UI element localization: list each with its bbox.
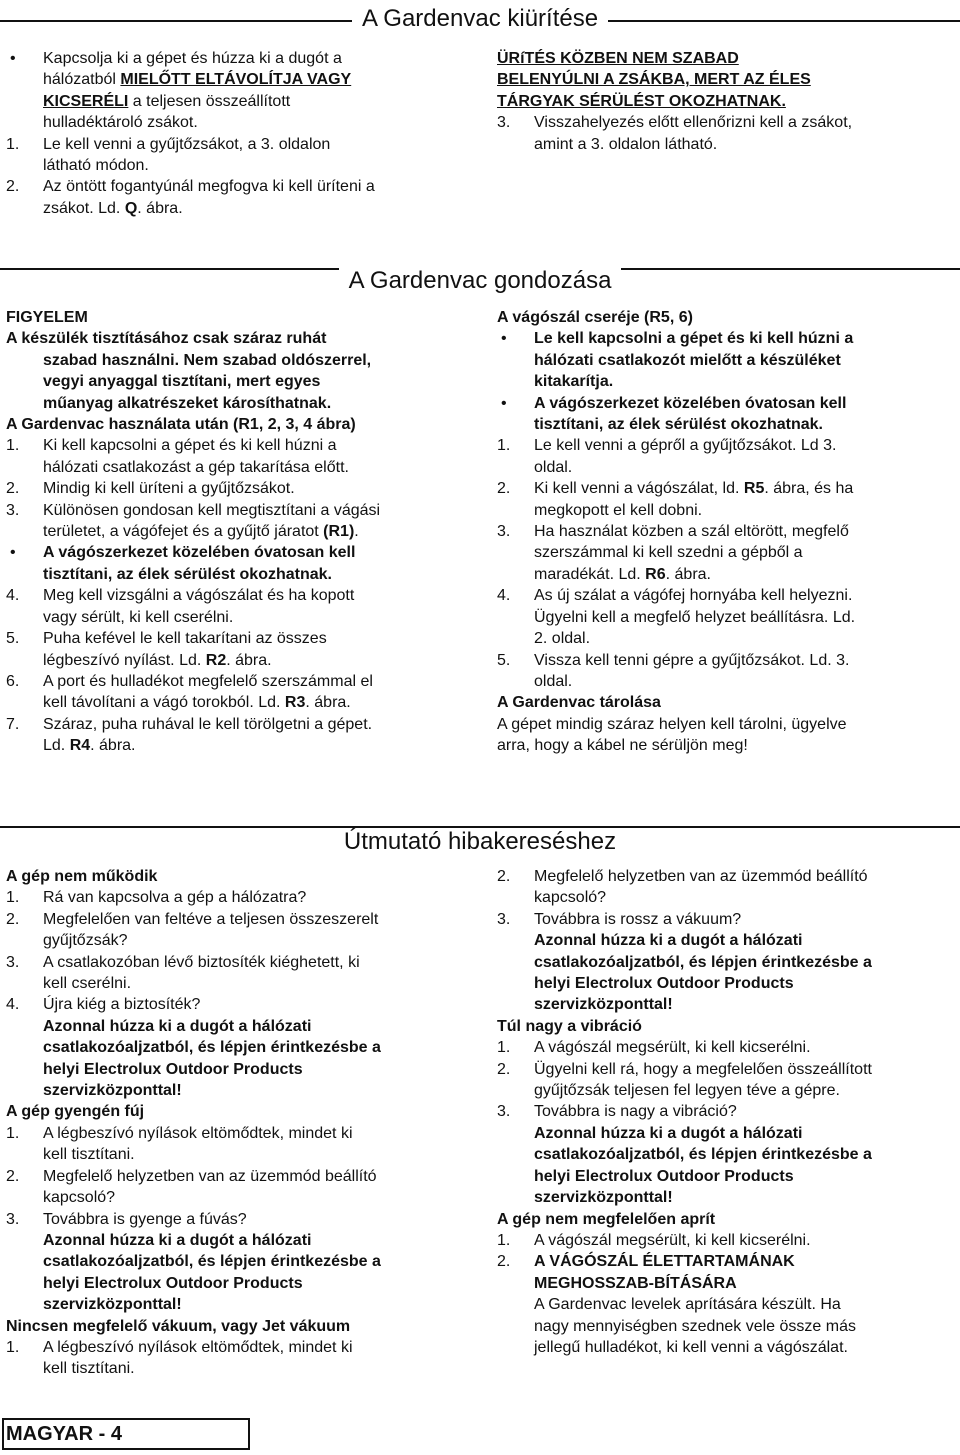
- text-line: [534, 328, 957, 349]
- list-item: [497, 112, 957, 155]
- text-run: Az öntött fogantyúnál megfogva ki kell üríteni a: [43, 178, 375, 196]
- text-run: szabad használni. Nem szabad oldószerrel,: [43, 351, 372, 369]
- list-item: [6, 478, 476, 499]
- list-item: [497, 1059, 957, 1102]
- text-run: szervizközponttal!: [534, 996, 673, 1014]
- list-item: [497, 866, 957, 909]
- list-number: 2.: [6, 1167, 20, 1185]
- text-run: szervizközponttal!: [43, 1296, 182, 1314]
- text-run: kell tisztítani.: [43, 1146, 135, 1164]
- text-line: [43, 155, 446, 176]
- text-run: A légbeszívó nyílások eltömődtek, mindet ki: [43, 1124, 353, 1142]
- text-line: [534, 1273, 957, 1294]
- bullet-marker: •: [10, 544, 16, 562]
- list-item: [497, 1251, 957, 1358]
- text-line: [43, 198, 446, 219]
- text-run: kell távolítani a vágó torokból. Ld.: [43, 694, 285, 712]
- text-run: arra, hogy a kábel ne sérüljön meg!: [497, 737, 748, 755]
- bullet-marker: •: [10, 50, 16, 67]
- list-item: [6, 909, 476, 952]
- subheading: Túl nagy a vibráció: [497, 1017, 642, 1035]
- text-line: [534, 1337, 957, 1358]
- text-run: . ábra, és ha: [764, 480, 854, 498]
- list-number: 2.: [497, 480, 511, 498]
- text-line: [43, 134, 446, 155]
- subheading: A Gardenvac használata után (R1, 2, 3, 4 ábra): [6, 416, 356, 434]
- text-run: vegyi anyaggal tisztítani, mert egyes: [43, 373, 321, 391]
- text-line: [534, 478, 957, 499]
- list-number: 1.: [6, 1338, 20, 1356]
- text-run: gyűjtőzsák teljesen fel legyen téve a gépre.: [534, 1082, 840, 1100]
- text-line: [43, 952, 476, 973]
- text-line: [43, 91, 446, 112]
- text-line: [43, 628, 476, 649]
- text-run: A vágószál megsérült, ki kell kicserélni.: [534, 1039, 811, 1057]
- text-run: R2: [205, 651, 227, 669]
- list-number: 4.: [6, 587, 20, 605]
- text-line: [43, 176, 446, 197]
- list-item: [6, 435, 476, 478]
- text-line: [43, 1230, 476, 1251]
- text-line: [43, 521, 476, 542]
- text-line: [534, 671, 957, 692]
- text-run: . ábra.: [90, 737, 136, 755]
- text-run: jellegű hulladékot, ki kell venni a vágószálat.: [534, 1338, 848, 1356]
- text-run: csatlakozóaljzatból, és lépjen érintkezésbe a: [43, 1253, 381, 1271]
- list-item: [6, 1166, 476, 1209]
- text-run: R3: [284, 694, 306, 712]
- text-line: [43, 393, 476, 414]
- text-run: Továbbra is gyenge a fúvás?: [43, 1210, 247, 1228]
- list-item: [497, 585, 957, 649]
- text-run: A Gardenvac levelek aprítására készült. Ha: [534, 1296, 841, 1314]
- text-run: As új szálat a vágófej hornyába kell helyezni.: [534, 587, 853, 605]
- list-item: [6, 48, 446, 134]
- text-line: [43, 435, 476, 456]
- list-item: [6, 887, 476, 908]
- list-item: [497, 1230, 957, 1251]
- text-run: nagy mennyiségben szednek vele össze más: [534, 1317, 856, 1335]
- text-run: megkopott el kell dobni.: [534, 501, 703, 519]
- text-run: Kapcsolja ki a gépet és húzza ki a dugót a: [43, 50, 342, 67]
- text-run: A vágószerkezet közelében óvatosan kell: [43, 544, 356, 562]
- text-line: [534, 650, 957, 671]
- bullet-marker: •: [501, 330, 507, 348]
- text-run: oldal.: [534, 458, 573, 476]
- text-run: . ábra.: [305, 694, 351, 712]
- text-run: Azonnal húzza ki a dugót a hálózati: [43, 1231, 312, 1249]
- list-item: [6, 542, 476, 585]
- list-number: 3.: [6, 501, 20, 519]
- text-line: [534, 607, 957, 628]
- left-column: [6, 48, 446, 219]
- text-line: [43, 478, 476, 499]
- text-run: Rá van kapcsolva a gép a hálózatra?: [43, 889, 307, 907]
- text-line: [497, 714, 957, 735]
- text-line: [43, 650, 476, 671]
- list-item: [6, 350, 476, 414]
- left-column: [6, 866, 476, 1380]
- text-line: [534, 414, 957, 435]
- text-line: [534, 628, 957, 649]
- list-item: [6, 714, 476, 757]
- text-run: Visszahelyezés előtt ellenőrizni kell a zsákot,: [534, 114, 853, 132]
- text-line: [534, 585, 957, 606]
- text-line: [43, 1187, 476, 1208]
- text-run: Ld.: [43, 737, 70, 755]
- text-run: területet, a vágófejet és a gyűjtő járatot: [43, 523, 324, 541]
- text-run: A csatlakozóban lévő biztosíték kiéghetett, ki: [43, 953, 360, 971]
- text-run: kell cserélni.: [43, 975, 132, 993]
- text-run: 2. oldal.: [534, 630, 591, 648]
- text-run: Azonnal húzza ki a dugót a hálózati: [43, 1017, 312, 1035]
- text-run: A vágószál megsérült, ki kell kicserélni.: [534, 1231, 811, 1249]
- text-line: [534, 887, 957, 908]
- text-run: hálózati csatlakozót mielőtt a készüléket: [534, 351, 841, 369]
- list-number: 5.: [6, 630, 20, 648]
- text-line: [534, 1144, 957, 1165]
- text-line: [534, 994, 957, 1015]
- text-run: Le kell venni a gépről a gyűjtőzsákot. Ld 3.: [534, 437, 837, 455]
- text-line: [43, 930, 476, 951]
- list-number: 1.: [6, 135, 20, 153]
- text-run: zsákot. Ld.: [43, 199, 125, 217]
- section-title: A Gardenvac kiürítése: [0, 5, 960, 33]
- subheading: Nincsen megfelelő vákuum, vagy Jet vákuum: [6, 1317, 351, 1335]
- list-item: [497, 435, 957, 478]
- text-line: [43, 909, 476, 930]
- text-line: [534, 542, 957, 563]
- text-run: BELENYÚLNI A ZSÁKBA, MERT AZ ÉLES: [497, 71, 811, 89]
- list-number: 2.: [497, 868, 511, 885]
- text-run: a teljesen összeállított: [128, 92, 291, 110]
- text-run: (R1): [323, 523, 355, 541]
- text-run: helyi Electrolux Outdoor Products: [534, 975, 794, 993]
- list-item: [497, 650, 957, 693]
- list-item: [6, 328, 476, 349]
- text-line: [43, 585, 476, 606]
- list-item: [497, 909, 957, 1016]
- list-item: [6, 1209, 476, 1316]
- text-run: A vágószerkezet közelében óvatosan kell: [534, 394, 847, 412]
- text-line: [534, 112, 957, 133]
- text-run: Le kell kapcsolni a gépet és ki kell húzni a: [534, 330, 854, 348]
- section-title: A Gardenvac gondozása: [0, 267, 960, 295]
- text-run: R5: [743, 480, 765, 498]
- text-line: [43, 1144, 476, 1165]
- text-line: [534, 1251, 957, 1272]
- text-run: . ábra.: [665, 565, 711, 583]
- list-number: 4.: [6, 996, 20, 1014]
- list-number: 3.: [497, 1103, 511, 1121]
- list-number: 3.: [497, 523, 511, 541]
- text-line: [534, 500, 957, 521]
- list-number: 2.: [497, 1060, 511, 1078]
- list-item: [6, 585, 476, 628]
- text-line: [43, 1166, 476, 1187]
- right-column: [497, 307, 957, 757]
- text-line: [534, 1187, 957, 1208]
- text-run: A port és hulladékot megfelelő szerszámmal el: [43, 672, 373, 690]
- text-line: [43, 1337, 476, 1358]
- right-column: [497, 48, 957, 155]
- text-run: Vissza kell tenni gépre a gyűjtőzsákot. Ld. 3.: [534, 651, 850, 669]
- subheading: A vágószál cseréje (R5, 6): [497, 309, 693, 326]
- text-line: [534, 1059, 957, 1080]
- list-item: [6, 671, 476, 714]
- text-line: [43, 48, 446, 69]
- text-run: szerszámmal ki kell szedni a gépből a: [534, 544, 803, 562]
- text-line: [497, 48, 957, 69]
- text-run: Meg kell vizsgálni a vágószálat és ha kopott: [43, 587, 355, 605]
- text-run: Ki kell venni a vágószálat, ld.: [534, 480, 744, 498]
- text-run: helyi Electrolux Outdoor Products: [43, 1060, 303, 1078]
- text-line: [43, 457, 476, 478]
- text-run: Ki kell kapcsolni a gépet és ki kell húzni a: [43, 437, 337, 455]
- text-line: [534, 952, 957, 973]
- section-title: Útmutató hibakereséshez: [0, 828, 960, 856]
- text-run: . ábra.: [226, 651, 272, 669]
- text-run: R6: [645, 565, 666, 583]
- list-item: [6, 1337, 476, 1380]
- list-number: 3.: [6, 1210, 20, 1228]
- text-run: Megfelelő helyzetben van az üzemmód beállító: [534, 868, 868, 885]
- text-run: helyi Electrolux Outdoor Products: [43, 1274, 303, 1292]
- text-line: [534, 435, 957, 456]
- text-line: [43, 1123, 476, 1144]
- text-line: [497, 69, 957, 90]
- list-number: 3.: [497, 114, 511, 132]
- text-run: A VÁGÓSZÁL ÉLETTARTAMÁNAK: [534, 1253, 795, 1271]
- text-run: szervizközponttal!: [43, 1082, 182, 1100]
- subheading: A gép nem működik: [6, 868, 158, 885]
- text-run: Ügyelni kell rá, hogy a megfelelően összeállított: [534, 1060, 872, 1078]
- list-item: [497, 1037, 957, 1058]
- list-number: 1.: [497, 1039, 511, 1057]
- text-line: [534, 1316, 957, 1337]
- text-line: [43, 1209, 476, 1230]
- text-run: kapcsoló?: [534, 889, 607, 907]
- text-line: [43, 1294, 476, 1315]
- text-line: [534, 1294, 957, 1315]
- list-number: 6.: [6, 672, 20, 690]
- text-line: [43, 1251, 476, 1272]
- text-run: Megfelelően van feltéve a teljesen összeszerelt: [43, 910, 379, 928]
- text-line: [534, 1101, 957, 1122]
- text-run: A légbeszívó nyílások eltömődtek, mindet ki: [43, 1338, 353, 1356]
- list-item: [497, 393, 957, 436]
- list-item: [6, 994, 476, 1101]
- page-footer: MAGYAR - 4: [2, 1418, 250, 1450]
- text-line: [43, 973, 476, 994]
- text-line: [43, 1037, 476, 1058]
- text-line: [534, 1037, 957, 1058]
- text-run: Továbbra is nagy a vibráció?: [534, 1103, 737, 1121]
- text-line: [43, 887, 476, 908]
- list-number: 1.: [6, 437, 20, 455]
- text-line: [534, 973, 957, 994]
- text-run: szervizközponttal!: [534, 1189, 673, 1207]
- text-line: [534, 521, 957, 542]
- text-run: csatlakozóaljzatból, és lépjen érintkezésbe a: [43, 1039, 381, 1057]
- text-line: [43, 500, 476, 521]
- list-item: [497, 478, 957, 521]
- text-run: MEGHOSSZAB-BÍTÁSÁRA: [534, 1274, 737, 1292]
- text-run: A készülék tisztításához csak száraz ruhát: [6, 330, 327, 348]
- list-item: [6, 500, 476, 543]
- text-run: tisztítani, az élek sérülést okozhatnak.: [534, 416, 823, 434]
- text-run: légbeszívó nyílást. Ld.: [43, 651, 206, 669]
- text-run: A gépet mindig száraz helyen kell tárolni, ügyelve: [497, 715, 847, 733]
- text-run: tisztítani, az élek sérülést okozhatnak.: [43, 565, 332, 583]
- left-column: [6, 307, 476, 757]
- text-run: ÜRíTÉS KÖZBEN NEM SZABAD: [497, 50, 739, 67]
- text-run: amint a 3. oldalon látható.: [534, 135, 718, 153]
- text-line: [534, 866, 957, 887]
- text-run: hulladéktároló zsákot.: [43, 114, 198, 132]
- text-run: kapcsoló?: [43, 1189, 116, 1207]
- list-number: 4.: [497, 587, 511, 605]
- text-run: Azonnal húzza ki a dugót a hálózati: [534, 932, 803, 950]
- text-run: Megfelelő helyzetben van az üzemmód beállító: [43, 1167, 377, 1185]
- text-line: [43, 542, 476, 563]
- text-run: Ha használat közben a szál eltörött, megfelő: [534, 523, 849, 541]
- list-item: [6, 1123, 476, 1166]
- text-line: [43, 1358, 476, 1379]
- list-number: 3.: [6, 953, 20, 971]
- text-line: [43, 714, 476, 735]
- text-line: [43, 1059, 476, 1080]
- text-line: [497, 91, 957, 112]
- text-line: [534, 393, 957, 414]
- text-line: [534, 1166, 957, 1187]
- text-run: MIELŐTT ELTÁVOLÍTJA VAGY: [120, 71, 352, 89]
- text-run: hálózatból: [43, 71, 121, 89]
- text-run: helyi Electrolux Outdoor Products: [534, 1167, 794, 1185]
- text-run: .: [354, 523, 359, 541]
- text-line: [497, 735, 957, 756]
- list-item: [6, 952, 476, 995]
- text-line: [43, 112, 446, 133]
- text-line: [534, 1230, 957, 1251]
- right-column: [497, 866, 957, 1358]
- list-number: 2.: [6, 480, 20, 498]
- text-line: [534, 1080, 957, 1101]
- list-number: 3.: [497, 910, 511, 928]
- text-line: [43, 1273, 476, 1294]
- list-number: 2.: [497, 1253, 511, 1271]
- text-run: műanyag alkatrészeket károsíthatnak.: [43, 394, 332, 412]
- list-item: [497, 1101, 957, 1208]
- text-run: vagy sérült, ki kell cserélni.: [43, 608, 234, 626]
- text-line: [6, 328, 476, 349]
- text-line: [534, 457, 957, 478]
- text-run: csatlakozóaljzatból, és lépjen érintkezésbe a: [534, 1146, 872, 1164]
- list-item: [6, 628, 476, 671]
- text-run: Ügyelni kell a megfelő helyzet beállításra. Ld.: [534, 608, 856, 626]
- list-item: [497, 328, 957, 392]
- text-line: [534, 930, 957, 951]
- text-line: [534, 909, 957, 930]
- list-item: [6, 134, 446, 177]
- text-run: Le kell venni a gyűjtőzsákot, a 3. oldalon: [43, 135, 331, 153]
- text-run: hálózati csatlakozást a gép takarítása előtt.: [43, 458, 349, 476]
- text-run: TÁRGYAK SÉRÜLÉST OKOZHATNAK.: [497, 92, 786, 110]
- list-number: 2.: [6, 910, 20, 928]
- list-number: 5.: [497, 651, 511, 669]
- list-item: [497, 48, 957, 112]
- text-line: [43, 564, 476, 585]
- text-run: Mindig ki kell üríteni a gyűjtőzsákot.: [43, 480, 295, 498]
- text-run: maradékát. Ld.: [534, 565, 646, 583]
- text-line: [534, 371, 957, 392]
- text-run: kell tisztítani.: [43, 1360, 135, 1378]
- text-run: kitakarítja.: [534, 373, 614, 391]
- subheading: A gép nem megfelelően aprít: [497, 1210, 716, 1228]
- text-run: oldal.: [534, 672, 573, 690]
- list-number: 1.: [497, 437, 511, 455]
- text-line: [534, 564, 957, 585]
- list-number: 2.: [6, 178, 20, 196]
- text-line: [43, 1016, 476, 1037]
- text-run: Száraz, puha ruhával le kell törölgetni a gépet.: [43, 715, 373, 733]
- list-item: [497, 714, 957, 757]
- list-number: 1.: [497, 1231, 511, 1249]
- text-line: [43, 994, 476, 1015]
- text-line: [534, 1123, 957, 1144]
- subheading: A gép gyengén fúj: [6, 1103, 145, 1121]
- text-run: Q: [124, 199, 138, 217]
- list-number: 7.: [6, 715, 20, 733]
- text-line: [534, 134, 957, 155]
- text-run: R4: [69, 737, 91, 755]
- text-line: [43, 692, 476, 713]
- text-line: [43, 371, 476, 392]
- bullet-marker: •: [501, 394, 507, 412]
- text-run: KICSERÉLI: [43, 92, 129, 110]
- text-run: csatlakozóaljzatból, és lépjen érintkezésbe a: [534, 953, 872, 971]
- text-run: látható módon.: [43, 157, 149, 175]
- list-item: [6, 176, 446, 219]
- list-number: 1.: [6, 1124, 20, 1142]
- text-run: gyűjtőzsák?: [43, 932, 128, 950]
- text-line: [43, 735, 476, 756]
- subheading: FIGYELEM: [6, 309, 88, 326]
- text-line: [43, 350, 476, 371]
- text-run: Puha kefével le kell takarítani az összes: [43, 630, 327, 648]
- text-run: Azonnal húzza ki a dugót a hálózati: [534, 1124, 803, 1142]
- text-line: [43, 69, 446, 90]
- text-run: . ábra.: [137, 199, 183, 217]
- subheading: A Gardenvac tárolása: [497, 694, 661, 712]
- text-line: [43, 671, 476, 692]
- text-run: Különösen gondosan kell megtisztítani a vágási: [43, 501, 381, 519]
- text-run: Újra kiég a biztosíték?: [43, 996, 201, 1014]
- list-number: 1.: [6, 889, 20, 907]
- text-run: Továbbra is rossz a vákuum?: [534, 910, 742, 928]
- text-line: [534, 350, 957, 371]
- text-line: [43, 607, 476, 628]
- list-item: [497, 521, 957, 585]
- text-line: [43, 1080, 476, 1101]
